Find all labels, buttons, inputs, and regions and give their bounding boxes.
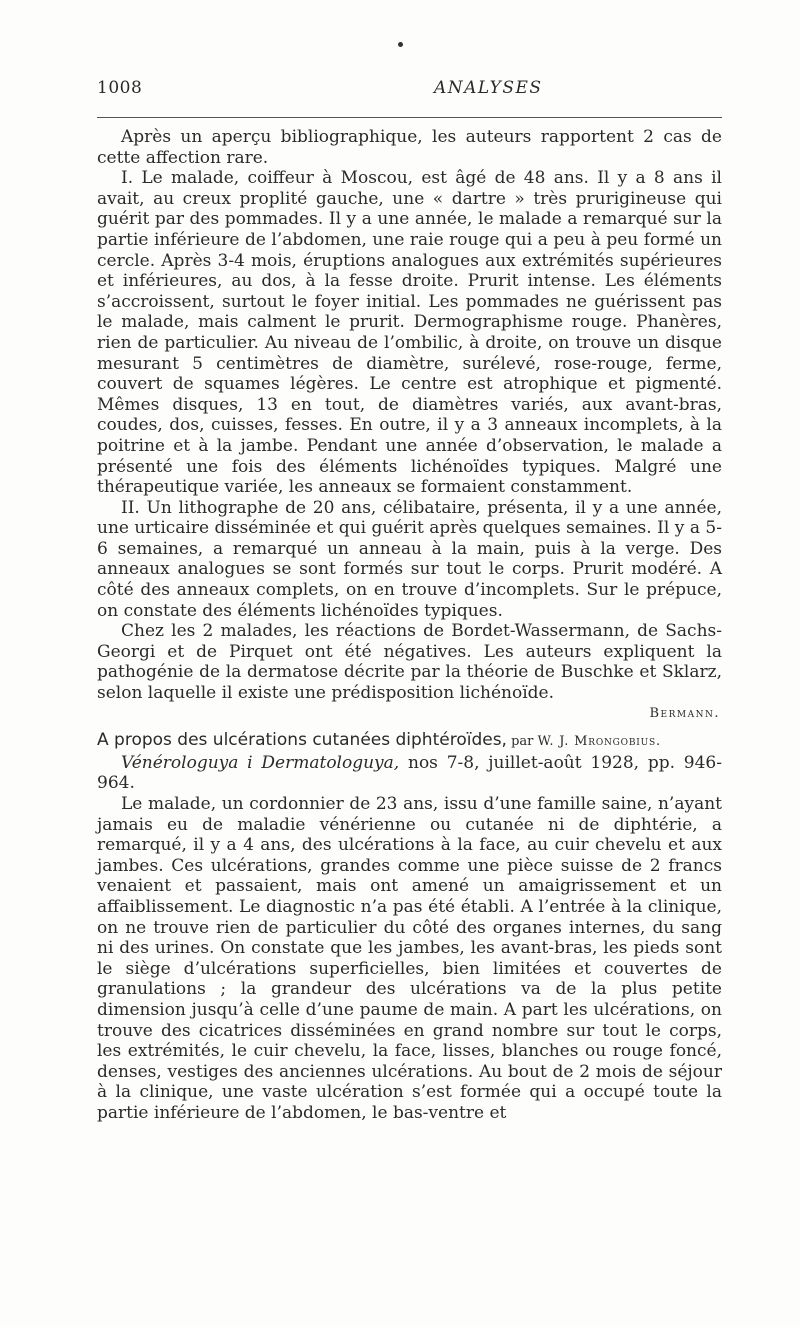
journal-name: Vénérologuya i Dermatologuya, — [121, 752, 400, 773]
header-rule — [97, 117, 722, 118]
signature: Bermann. — [649, 705, 720, 721]
article-title: A propos des ulcérations cutanées diphtéroïdes, — [97, 730, 507, 751]
byline-prefix: par — [506, 734, 538, 750]
ink-dot — [398, 42, 403, 47]
paragraph: II. Un lithographe de 20 ans, célibataire, présenta, il y a une année, une urticaire disséminée et qui guérit après quelques semaines. Il y a 5-6 semaines, a remarqué un anneau à la main, puis à la verge. Des anneaux analogues se sont formés sur tout le corps. Prurit modéré. A côté des anneaux complets, on en trouve d’incomplets. Sur le prépuce, on constate des éléments lichénoïdes typiques. — [97, 497, 722, 621]
article-heading — [97, 730, 722, 753]
body-text — [97, 127, 722, 1124]
citation-details: nos 7-8, juillet-août 1928, pp. 946-964. — [97, 752, 722, 794]
running-head: ANALYSES — [434, 78, 543, 98]
article-citation — [97, 753, 722, 794]
page-number: 1008 — [97, 78, 143, 98]
paragraph: Le malade, un cordonnier de 23 ans, issu d’une famille saine, n’ayant jamais eu de maladie vénérienne ou cutanée ni de diphtérie, a remarqué, il y a 4 ans, des ulcérations à la face, au cuir chevelu et aux jambes. Ces ulcérations, grandes comme une pièce suisse de 2 francs venaient et passaient, mais ont amené un amaigrissement et un affaiblissement. Le diagnostic n’a pas été établi. A l’entrée à la clinique, on ne trouve rien de particulier du côté des organes internes, du sang ni des urines. On constate que les jambes, les avant-bras, les pieds sont le siège d’ulcérations superficielles, bien limitées et couvertes de granulations ; la grandeur des ulcérations va de la plus petite dimension jusqu’à celle d’une paume de main. A part les ulcérations, on trouve des cicatrices disséminées en grand nombre sur tout le corps, les extrémités, le cuir chevelu, la face, lisses, blanches ou rouge foncé, denses, vestiges des anciennes ulcérations. Au bout de 2 mois de séjour à la clinique, une vaste ulcération s’est formée qui a occupé toute la partie inférieure de l’abdomen, le bas-ventre et — [97, 794, 722, 1123]
article-author: W. J. Mrongobius. — [537, 734, 661, 750]
paragraph: I. Le malade, coiffeur à Moscou, est âgé de 48 ans. Il y a 8 ans il avait, au creux proplité gauche, une « dartre » très prurigineuse qui guérit par des pommades. Il y a une année, le malade a remarqué sur la partie inférieure de l’abdomen, une raie rouge qui a peu à peu formé un cercle. Après 3-4 mois, éruptions analogues aux extrémités supérieures et inférieures, au dos, à la fesse droite. Prurit intense. Les éléments s’accroissent, surtout le foyer initial. Les pommades ne guérissent pas le malade, mais calment le prurit. Dermographisme rouge. Phanères, rien de particulier. Au niveau de l’ombilic, à droite, on trouve un disque mesurant 5 centimètres de diamètre, surélevé, rose-rouge, ferme, couvert de squames légères. Le centre est atrophique et pigmenté. Mêmes disques, 13 en tout, de diamètres variés, aux avant-bras, coudes, dos, cuisses, fesses. En outre, il y a 3 anneaux incomplets, à la poitrine et à la jambe. Pendant une année d’observation, le malade a présenté une fois des éléments lichénoïdes typiques. Malgré une thérapeutique variée, les anneaux se formaient constamment. — [97, 168, 722, 498]
paragraph: Chez les 2 malades, les réactions de Bordet-Wassermann, de Sachs-Georgi et de Pirquet ont été négatives. Les auteurs expliquent la pathogénie de la dermatose décrite par la théorie de Buschke et Sklarz, selon laquelle il existe une prédisposition lichénoïde. — [97, 621, 722, 704]
paragraph: Après un aperçu bibliographique, les auteurs rapportent 2 cas de cette affection rare. — [97, 127, 722, 168]
page-header — [97, 78, 723, 104]
